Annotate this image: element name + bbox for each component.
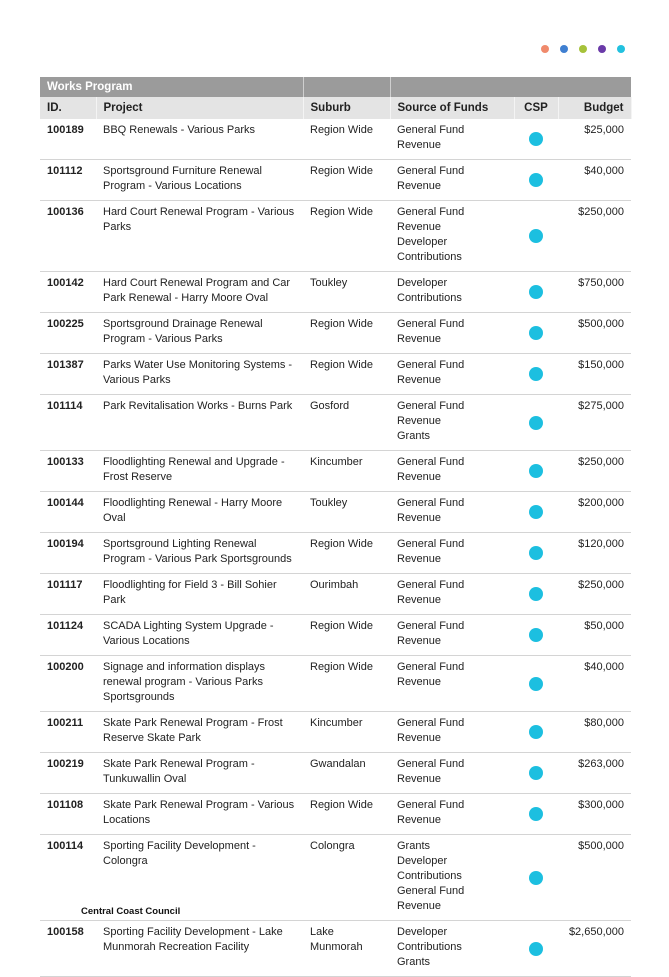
table-row — [40, 201, 631, 272]
csp-indicator-dot — [529, 628, 543, 642]
cell-csp — [514, 354, 558, 395]
accent-dot — [598, 45, 606, 53]
cell-csp — [514, 119, 558, 160]
cell-project: Skate Park Renewal Program - Various Locations — [103, 799, 295, 826]
table-row — [40, 533, 631, 574]
cell-csp — [514, 712, 558, 753]
fund-source: Grants — [397, 430, 431, 442]
cell-suburb: Region Wide — [310, 620, 373, 632]
csp-indicator-dot — [529, 725, 543, 739]
cell-project: Floodlighting Renewal and Upgrade - Frost Reserve — [103, 456, 285, 483]
cell-project: Floodlighting Renewal - Harry Moore Oval — [103, 497, 283, 524]
cell-id: 100133 — [47, 456, 84, 468]
fund-source: Developer Contributions — [397, 926, 462, 953]
accent-dot — [541, 45, 549, 53]
cell-project: Hard Court Renewal Program and Car Park Renewal - Harry Moore Oval — [103, 277, 291, 304]
header-project: Project — [96, 97, 303, 119]
cell-project: Floodlighting for Field 3 - Bill Sohier Park — [103, 579, 277, 606]
cell-project: Signage and information displays renewal program - Various Parks Sportsgrounds — [103, 661, 266, 703]
cell-budget: $300,000 — [578, 799, 624, 811]
csp-indicator-dot — [529, 173, 543, 187]
table-row — [40, 656, 631, 712]
fund-source: General Fund Revenue — [397, 758, 465, 785]
cell-csp — [514, 533, 558, 574]
fund-source: General Fund Revenue — [397, 538, 465, 565]
cell-budget: $750,000 — [578, 277, 624, 289]
cell-budget: $250,000 — [578, 579, 624, 591]
cell-id: 100200 — [47, 661, 84, 673]
cell-suburb: Region Wide — [310, 799, 373, 811]
cell-suburb: Kincumber — [310, 456, 363, 468]
cell-source-of-funds — [390, 160, 514, 201]
csp-indicator-dot — [529, 677, 543, 691]
fund-source: General Fund Revenue — [397, 497, 465, 524]
cell-csp — [514, 574, 558, 615]
cell-csp — [514, 395, 558, 451]
cell-csp — [514, 160, 558, 201]
table-row — [40, 921, 631, 977]
csp-indicator-dot — [529, 807, 543, 821]
cell-csp — [514, 753, 558, 794]
table-row — [40, 451, 631, 492]
cell-budget: $500,000 — [578, 318, 624, 330]
cell-csp — [514, 313, 558, 354]
cell-budget: $40,000 — [584, 661, 624, 673]
cell-id: 100136 — [47, 206, 84, 218]
cell-id: 100219 — [47, 758, 84, 770]
cell-budget: $120,000 — [578, 538, 624, 550]
cell-source-of-funds — [390, 656, 514, 712]
table-row — [40, 395, 631, 451]
csp-indicator-dot — [529, 416, 543, 430]
cell-source-of-funds — [390, 794, 514, 835]
csp-indicator-dot — [529, 871, 543, 885]
cell-project: Skate Park Renewal Program - Tunkuwallin Oval — [103, 758, 255, 785]
header-csp: CSP — [514, 97, 558, 119]
table-row — [40, 753, 631, 794]
cell-suburb: Toukley — [310, 277, 348, 289]
cell-budget: $25,000 — [584, 124, 624, 136]
cell-source-of-funds — [390, 533, 514, 574]
cell-id: 100194 — [47, 538, 84, 550]
cell-suburb: Region Wide — [310, 165, 373, 177]
cell-budget: $263,000 — [578, 758, 624, 770]
table-row — [40, 615, 631, 656]
cell-source-of-funds — [390, 615, 514, 656]
cell-project: Sportsground Furniture Renewal Program - Various Locations — [103, 165, 262, 192]
cell-budget: $500,000 — [578, 840, 624, 852]
fund-source: General Fund Revenue — [397, 206, 465, 233]
cell-budget: $200,000 — [578, 497, 624, 509]
table-row — [40, 160, 631, 201]
band-cell — [303, 77, 390, 97]
cell-csp — [514, 492, 558, 533]
table-row — [40, 272, 631, 313]
cell-id: 101108 — [47, 799, 84, 811]
cell-project: Hard Court Renewal Program - Various Parks — [103, 206, 295, 233]
csp-indicator-dot — [529, 229, 543, 243]
cell-source-of-funds — [390, 712, 514, 753]
table-row — [40, 354, 631, 395]
cell-suburb: Region Wide — [310, 359, 373, 371]
fund-source: General Fund Revenue — [397, 456, 465, 483]
accent-dot — [617, 45, 625, 53]
cell-project: Park Revitalisation Works - Burns Park — [103, 400, 293, 412]
header-id: ID. — [40, 97, 96, 119]
csp-indicator-dot — [529, 367, 543, 381]
cell-source-of-funds — [390, 313, 514, 354]
cell-project: Skate Park Renewal Program - Frost Reserve Skate Park — [103, 717, 283, 744]
csp-indicator-dot — [529, 326, 543, 340]
cell-source-of-funds — [390, 354, 514, 395]
cell-suburb: Region Wide — [310, 206, 373, 218]
table-row — [40, 574, 631, 615]
cell-suburb: Gosford — [310, 400, 350, 412]
cell-id: 101124 — [47, 620, 84, 632]
cell-project: BBQ Renewals - Various Parks — [103, 124, 256, 136]
fund-source: General Fund Revenue — [397, 165, 465, 192]
csp-indicator-dot — [529, 942, 543, 956]
cell-source-of-funds — [390, 835, 514, 921]
csp-indicator-dot — [529, 285, 543, 299]
cell-id: 100144 — [47, 497, 84, 509]
cell-csp — [514, 451, 558, 492]
cell-budget: $150,000 — [578, 359, 624, 371]
cell-csp — [514, 656, 558, 712]
cell-id: 101114 — [47, 400, 83, 412]
cell-budget: $50,000 — [584, 620, 624, 632]
table-row — [40, 313, 631, 354]
fund-source: General Fund Revenue — [397, 620, 465, 647]
fund-source: General Fund Revenue — [397, 717, 465, 744]
fund-source: Developer Contributions — [397, 855, 462, 882]
cell-suburb: Region Wide — [310, 124, 373, 136]
csp-indicator-dot — [529, 132, 543, 146]
cell-id: 100114 — [47, 840, 84, 852]
cell-id: 100142 — [47, 277, 84, 289]
fund-source: General Fund Revenue — [397, 661, 465, 688]
cell-source-of-funds — [390, 574, 514, 615]
cell-suburb: Region Wide — [310, 661, 373, 673]
table-row — [40, 712, 631, 753]
cell-id: 101387 — [47, 359, 84, 371]
cell-suburb: Region Wide — [310, 538, 373, 550]
cell-budget: $250,000 — [578, 206, 624, 218]
cell-source-of-funds — [390, 201, 514, 272]
header-source-of-funds: Source of Funds — [390, 97, 514, 119]
cell-project: SCADA Lighting System Upgrade - Various Locations — [103, 620, 274, 647]
cell-budget: $250,000 — [578, 456, 624, 468]
works-program-table — [40, 77, 632, 977]
csp-indicator-dot — [529, 766, 543, 780]
fund-source: Developer Contributions — [397, 277, 462, 304]
csp-indicator-dot — [529, 505, 543, 519]
csp-indicator-dot — [529, 464, 543, 478]
csp-indicator-dot — [529, 546, 543, 560]
cell-id: 100211 — [47, 717, 84, 729]
fund-source: General Fund Revenue — [397, 799, 465, 826]
cell-suburb: Lake Munmorah — [310, 926, 363, 953]
table-row — [40, 492, 631, 533]
accent-dots — [541, 45, 625, 53]
cell-project: Parks Water Use Monitoring Systems - Various Parks — [103, 359, 293, 386]
cell-suburb: Region Wide — [310, 318, 373, 330]
table-row — [40, 794, 631, 835]
cell-source-of-funds — [390, 395, 514, 451]
cell-csp — [514, 794, 558, 835]
cell-id: 100158 — [47, 926, 84, 938]
cell-budget: $275,000 — [578, 400, 624, 412]
cell-project: Sporting Facility Development - Colongra — [103, 840, 256, 867]
cell-project: Sporting Facility Development - Lake Munmorah Recreation Facility — [103, 926, 283, 953]
fund-source: General Fund Revenue — [397, 318, 465, 345]
cell-budget: $40,000 — [584, 165, 624, 177]
cell-csp — [514, 201, 558, 272]
cell-source-of-funds — [390, 119, 514, 160]
fund-source: Grants — [397, 956, 431, 968]
footer-council-name: Central Coast Council — [81, 906, 181, 917]
cell-csp — [514, 615, 558, 656]
accent-dot — [560, 45, 568, 53]
header-budget: Budget — [558, 97, 631, 119]
cell-project: Sportsground Drainage Renewal Program - Various Parks — [103, 318, 263, 345]
cell-suburb: Colongra — [310, 840, 355, 852]
table-row — [40, 119, 631, 160]
cell-source-of-funds — [390, 272, 514, 313]
cell-id: 100189 — [47, 124, 84, 136]
csp-indicator-dot — [529, 587, 543, 601]
cell-source-of-funds — [390, 921, 514, 977]
cell-csp — [514, 835, 558, 921]
cell-source-of-funds — [390, 753, 514, 794]
cell-budget: $2,650,000 — [568, 926, 624, 938]
cell-source-of-funds — [390, 492, 514, 533]
table-header-row — [40, 97, 631, 119]
fund-source: General Fund Revenue — [397, 579, 465, 606]
cell-id: 100225 — [47, 318, 84, 330]
cell-suburb: Toukley — [310, 497, 348, 509]
fund-source: General Fund Revenue — [397, 359, 465, 386]
cell-suburb: Gwandalan — [310, 758, 366, 770]
cell-csp — [514, 921, 558, 977]
cell-csp — [514, 272, 558, 313]
table-title-band — [40, 77, 631, 97]
cell-id: 101112 — [47, 165, 83, 177]
accent-dot — [579, 45, 587, 53]
fund-source: Grants — [397, 840, 431, 852]
fund-source: General Fund Revenue — [397, 124, 465, 151]
header-suburb: Suburb — [303, 97, 390, 119]
cell-source-of-funds — [390, 451, 514, 492]
fund-source: Developer Contributions — [397, 236, 462, 263]
cell-suburb: Kincumber — [310, 717, 363, 729]
cell-budget: $80,000 — [584, 717, 624, 729]
cell-suburb: Ourimbah — [310, 579, 359, 591]
fund-source: General Fund Revenue — [397, 400, 465, 427]
fund-source: General Fund Revenue — [397, 885, 465, 912]
cell-id: 101117 — [47, 579, 83, 591]
table-title: Works Program — [40, 77, 303, 97]
cell-project: Sportsground Lighting Renewal Program - Various Park Sportsgrounds — [103, 538, 292, 565]
band-cell — [390, 77, 631, 97]
